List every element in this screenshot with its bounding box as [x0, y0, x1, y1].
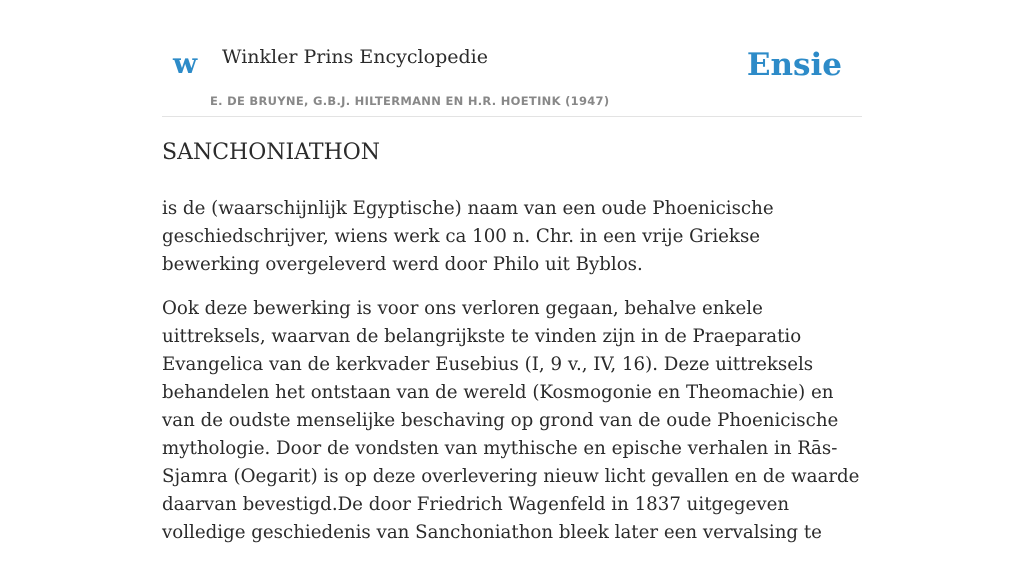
ensie-logo[interactable]: Ensie [746, 47, 842, 83]
article-body [162, 138, 862, 563]
encyclopedia-title[interactable]: Winkler Prins Encyclopedie [222, 46, 488, 68]
article-paragraph: Ook deze bewerking is voor ons verloren gegaan, behalve enkele uittreksels, waarvan de belangrijkste te vinden zijn in de Praeparatio Evangelica van de kerkvader Eusebius (I, 9 v., IV, 16). Deze uittreksels behandelen het ontstaan van de wereld (Kosmogonie en Theomachie) en van de oudste menselijke beschaving op grond van de oude Phoenicische mythologie. Door de vondsten van mythische en epische verhalen in Rās-Sjamra (Oegarit) is op deze overlevering nieuw licht gevallen en de waarde daarvan bevestigd.De door Friedrich Wagenfeld in 1837 uitgegeven volledige geschiedenis van Sanchoniathon bleek later een vervalsing te [162, 297, 860, 543]
authors-line: E. DE BRUYNE, G.B.J. HILTERMANN EN H.R. HOETINK (1947) [210, 94, 610, 108]
article-title: SANCHONIATHON [162, 140, 381, 165]
encyclopedia-header [162, 0, 862, 117]
winkler-prins-logo-icon[interactable]: w [173, 47, 198, 80]
article-paragraph: is de (waarschijnlijk Egyptische) naam van een oude Phoenicische geschiedschrijver, wiens werk ca 100 n. Chr. in een vrije Griekse bewerking overgeleverd werd door Philo uit Byblos. [162, 197, 774, 275]
